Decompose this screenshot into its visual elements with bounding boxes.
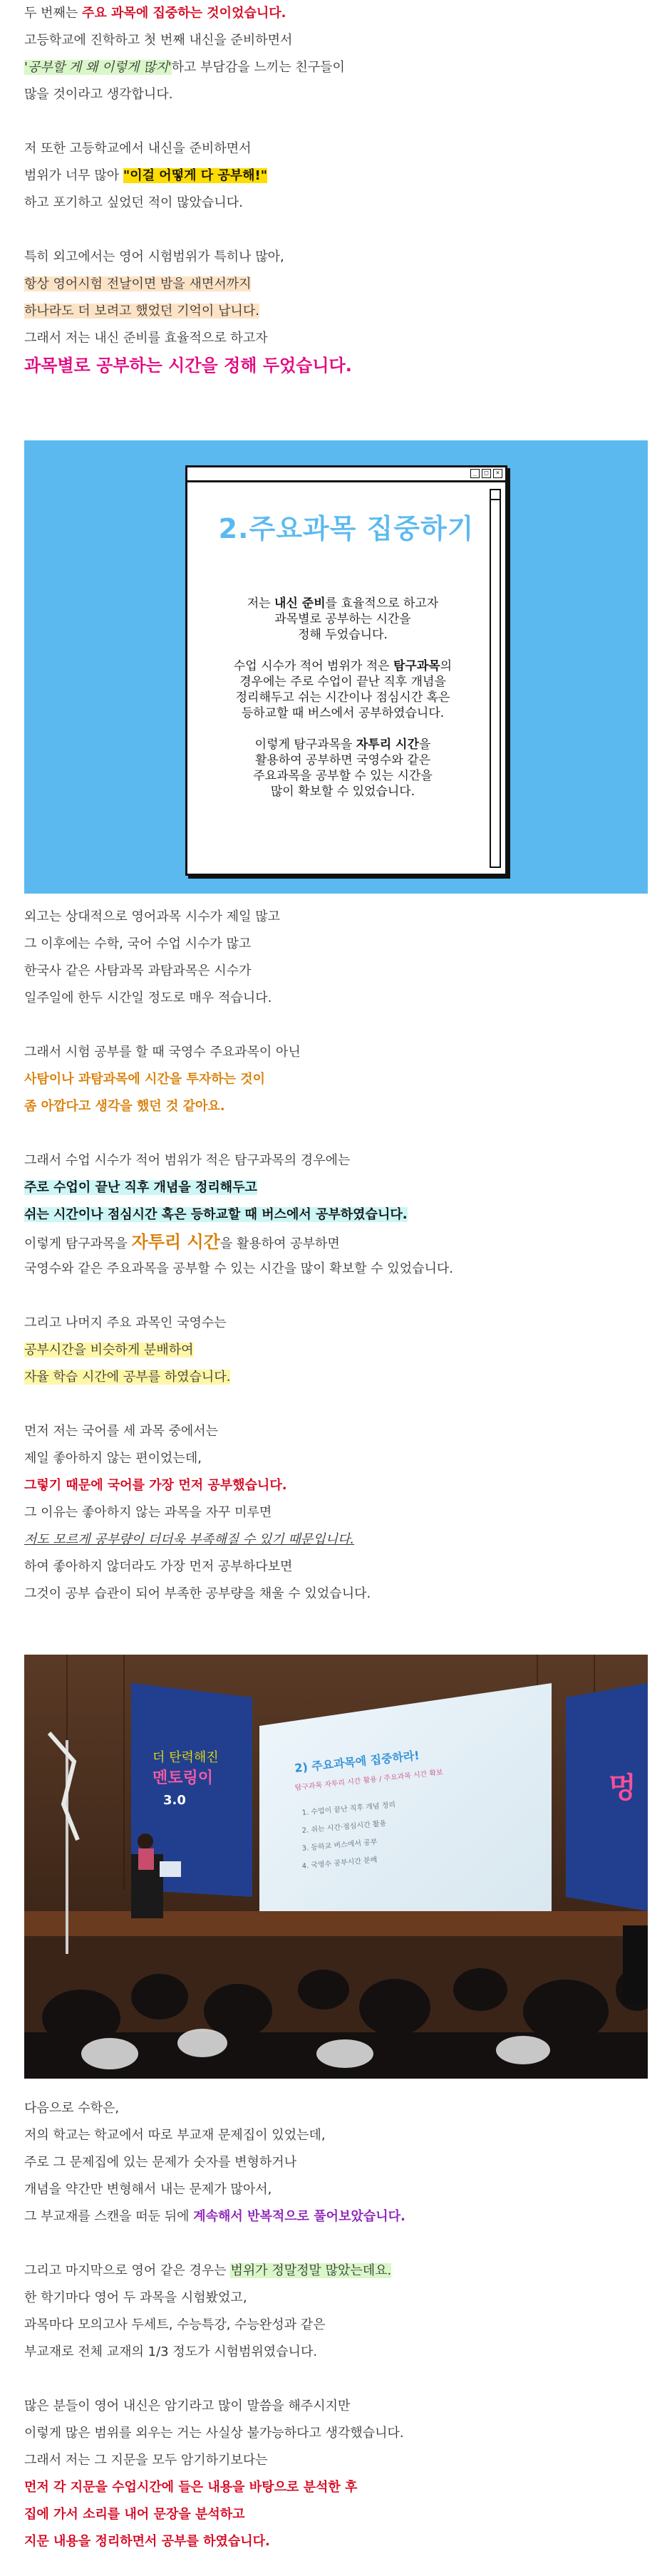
- text-segment: 그래서 수업 시수가 적어 범위가 적은 탐구과목의 경우에는: [24, 1153, 351, 1168]
- text-segment: 좀 아깝다고 생각을 했던 것 같아요.: [24, 1099, 225, 1114]
- text-line: [24, 1147, 648, 1174]
- bottom-text-block: [24, 2095, 648, 2555]
- text-line: [24, 2447, 648, 2474]
- svg-text:3.0: 3.0: [163, 1793, 186, 1808]
- infographic-text: 경우에는 주로 수업이 끝난 직후 개념을: [239, 675, 446, 689]
- slide-subtitle: 탐구과목 자투리 시간 활용 / 주요과목 시간 확보: [294, 1769, 444, 1792]
- text-segment: 국영수와 같은 주요과목을 공부할 수 있는 시간을 많이 확보할 수 있었습니다.: [24, 1261, 453, 1276]
- infographic-text: 주요과목을 공부할 수 있는 시간을: [253, 769, 433, 783]
- text-line: [24, 2203, 648, 2230]
- minimize-icon: _: [470, 469, 480, 478]
- text-line: [24, 1445, 648, 1472]
- text-line: [24, 135, 648, 162]
- text-line: [24, 271, 648, 298]
- svg-text:멍: 멍: [609, 1771, 636, 1804]
- text-line: [24, 108, 648, 135]
- text-line: [24, 2149, 648, 2176]
- text-segment: 과목마다 모의고사 두세트, 수능특강, 수능완성과 같은: [24, 2317, 326, 2332]
- middle-text-block: [24, 904, 648, 1608]
- infographic-text: 과목별로 공부하는 시간을: [274, 612, 411, 626]
- text-line: [24, 325, 648, 352]
- infographic-text: 을: [418, 738, 431, 752]
- text-segment: 그 이유는 좋아하지 않는 과목을 자꾸 미루면: [24, 1505, 272, 1520]
- text-line: [24, 2230, 648, 2257]
- text-line: [24, 1120, 648, 1147]
- text-segment: 하고 부담감을 느끼는 친구들이: [171, 60, 345, 75]
- text-line: [24, 2285, 648, 2312]
- text-segment: 주요 과목에 집중하는 것이었습니다.: [82, 6, 286, 21]
- text-segment: 저도 모르게 공부량이 더더욱 부족해질 수 있기 때문입니다.: [24, 1532, 355, 1547]
- infographic-text: 수업 시수가 적어 범위가 적은: [233, 659, 393, 673]
- infographic-text: 자투리 시간: [356, 738, 419, 752]
- slide-item: 4. 국영수 공부시간 분배: [301, 1856, 378, 1871]
- text-line: [24, 2474, 648, 2501]
- infographic-text: 이렇게 탐구과목을: [254, 738, 356, 752]
- infographic-paragraph: [209, 737, 477, 800]
- text-line: [24, 54, 648, 81]
- text-line: [24, 985, 648, 1012]
- text-segment: 먼저 각 지문을 수업시간에 들은 내용을 바탕으로 분석한 후: [24, 2480, 358, 2495]
- text-line: [24, 2339, 648, 2366]
- text-segment: 그 부교재를 스캔을 떠둔 뒤에: [24, 2209, 194, 2224]
- text-segment: 제일 좋아하지 않는 편이었는데,: [24, 1451, 202, 1466]
- slide-item: 2. 쉬는 시간·점심시간 활용: [301, 1819, 387, 1835]
- text-segment: 항상 영어시험 전날이면 밤을 새면서까지: [24, 276, 252, 291]
- svg-text:멘토링이: 멘토링이: [153, 1769, 214, 1787]
- text-line: [24, 1418, 648, 1445]
- banner-left-text: 더 탄력해진: [153, 1750, 219, 1765]
- text-line: [24, 2122, 648, 2149]
- text-line: [24, 352, 648, 379]
- text-segment: 저의 학교는 학교에서 따로 부교재 문제집이 있었는데,: [24, 2128, 326, 2143]
- text-line: [24, 1256, 648, 1283]
- text-segment: 그렇기 때문에 국어를 가장 먼저 공부했습니다.: [24, 1478, 287, 1493]
- slide-item: 3. 등하교 버스에서 공부: [301, 1838, 378, 1853]
- text-segment: 하여 좋아하지 않더라도 가장 먼저 공부하다보면: [24, 1559, 293, 1574]
- text-segment: 그 이후에는 수학, 국어 수업 시수가 많고: [24, 936, 252, 951]
- text-segment: "이걸 어떻게 다 공부해!": [123, 168, 268, 183]
- infographic-text: 정해 두었습니다.: [298, 628, 388, 642]
- infographic-text: 탐구과목: [393, 659, 440, 673]
- text-segment: 쉬는 시간이나 점심시간 혹은 등하교할 때 버스에서 공부하였습니다.: [24, 1207, 408, 1222]
- text-segment: 한 학기마다 영어 두 과목을 시험봤었고,: [24, 2290, 247, 2305]
- text-line: [24, 27, 648, 54]
- text-line: [24, 2420, 648, 2447]
- infographic-text: 많이 확보할 수 있었습니다.: [270, 785, 415, 799]
- text-line: [24, 931, 648, 958]
- text-line: [24, 904, 648, 931]
- text-segment: 범위가 정말정말 많았는데요.: [230, 2263, 392, 2278]
- text-line: [24, 2095, 648, 2122]
- text-line: [24, 1201, 648, 1228]
- text-line: [24, 217, 648, 244]
- text-line: [24, 1012, 648, 1039]
- infographic-text: 저는: [247, 596, 275, 611]
- text-segment: 특히 외고에서는 영어 시험범위가 특히나 많아,: [24, 249, 284, 264]
- infographic-text: 의: [440, 659, 453, 673]
- text-line: [24, 2528, 648, 2555]
- text-line: [24, 162, 648, 190]
- infographic-body: [209, 596, 477, 800]
- text-segment: 많은 분들이 영어 내신은 암기라고 많이 말씀을 해주시지만: [24, 2399, 351, 2414]
- text-line: [24, 2257, 648, 2285]
- text-segment: 그래서 저는 그 지문을 모두 암기하기보다는: [24, 2453, 268, 2468]
- infographic-text: 활용하여 공부하면 국영수와 같은: [254, 753, 431, 767]
- text-segment: 그리고 마지막으로 영어 같은 경우는: [24, 2263, 231, 2278]
- text-line: [24, 1228, 648, 1256]
- text-segment: 하나라도 더 보려고 했었던 기억이 납니다.: [24, 304, 259, 319]
- infographic-text: 등하교할 때 버스에서 공부하였습니다.: [241, 706, 445, 720]
- text-line: [24, 2393, 648, 2420]
- text-segment: 주로 그 문제집에 있는 문제가 숫자를 변형하거나: [24, 2155, 297, 2170]
- text-segment: 외고는 상대적으로 영어과목 시수가 제일 많고: [24, 909, 280, 924]
- retro-window: [185, 465, 507, 876]
- text-line: [24, 2176, 648, 2203]
- text-line: [24, 1364, 648, 1391]
- text-segment: 그래서 저는 내신 준비를 효율적으로 하고자: [24, 331, 268, 346]
- text-segment: 계속해서 반복적으로 풀어보았습니다.: [193, 2209, 405, 2224]
- text-segment: 부교재로 전체 교재의 1/3 정도가 시험범위였습니다.: [24, 2344, 318, 2359]
- text-segment: 많을 것이라고 생각합니다.: [24, 87, 173, 102]
- text-segment: 사탐이나 과탐과목에 시간을 투자하는 것이: [24, 1072, 266, 1087]
- text-line: [24, 1066, 648, 1093]
- text-line: [24, 1174, 648, 1201]
- infographic-text: 정리해두고 쉬는 시간이나 점심시간 혹은: [235, 690, 450, 705]
- text-line: [24, 1472, 648, 1499]
- infographic-title: 2.주요과목 집중하기: [218, 513, 475, 544]
- text-line: [24, 1093, 648, 1120]
- text-line: [24, 244, 648, 271]
- text-segment: 일주일에 한두 시간일 정도로 매우 적습니다.: [24, 990, 272, 1005]
- text-segment: 다음으로 수학은,: [24, 2101, 120, 2116]
- text-segment: 과목별로 공부하는 시간을 정해 두었습니다.: [24, 356, 352, 376]
- infographic-paragraph: [209, 658, 477, 721]
- text-segment: 범위가 너무 많아: [24, 168, 123, 183]
- infographic-text: 를 효율적으로 하고자: [325, 596, 439, 611]
- maximize-icon: □: [482, 469, 491, 478]
- text-segment: 그래서 시험 공부를 할 때 국영수 주요과목이 아닌: [24, 1045, 301, 1060]
- infographic-paragraph: [209, 596, 477, 643]
- text-line: [24, 1391, 648, 1418]
- text-segment: 이렇게 탐구과목을: [24, 1236, 132, 1251]
- text-segment: 하고 포기하고 싶었던 적이 많았습니다.: [24, 195, 243, 210]
- text-segment: 한국사 같은 사탐과목 과탐과목은 시수가: [24, 963, 252, 978]
- text-line: [24, 958, 648, 985]
- infographic-text: 내신 준비: [274, 596, 326, 611]
- text-line: [24, 2501, 648, 2528]
- text-segment: 자투리 시간: [131, 1232, 220, 1252]
- text-segment: 공부시간을 비슷하게 분배하여: [24, 1343, 194, 1357]
- text-segment: 저 또한 고등학교에서 내신을 준비하면서: [24, 141, 252, 156]
- text-segment: 주로 수업이 끝난 직후 개념을 정리해두고: [24, 1180, 257, 1195]
- text-segment: 고등학교에 진학하고 첫 번째 내신을 준비하면서: [24, 33, 293, 48]
- text-line: [24, 298, 648, 325]
- window-title-bar: [187, 467, 505, 482]
- text-line: [24, 1310, 648, 1337]
- text-segment: 자율 학습 시간에 공부를 하였습니다.: [24, 1370, 231, 1385]
- slide-title: 2) 주요과목에 집중하라!: [294, 1748, 420, 1775]
- text-line: [24, 1337, 648, 1364]
- text-segment: 그리고 나머지 주요 과목인 국영수는: [24, 1315, 227, 1330]
- text-line: [24, 2366, 648, 2393]
- text-segment: '공부할 게 왜 이렇게 많지': [24, 60, 172, 75]
- close-icon: ×: [493, 469, 502, 478]
- window-scrollbar: [490, 489, 501, 868]
- text-segment: 두 번째는: [24, 6, 82, 21]
- text-segment: 집에 가서 소리를 내어 문장을 분석하고: [24, 2507, 245, 2522]
- text-line: [24, 1499, 648, 1526]
- infographic-panel: [24, 440, 648, 894]
- slide-item: 1. 수업이 끝난 직후 개념 정리: [301, 1801, 396, 1817]
- text-line: [24, 0, 648, 27]
- text-segment: 을 활용하여 공부하면: [219, 1236, 340, 1251]
- text-segment: 개념을 약간만 변형해서 내는 문제가 많아서,: [24, 2182, 272, 2197]
- lecture-photo: [24, 1655, 648, 2079]
- intro-text-block: [24, 0, 648, 379]
- text-line: [24, 2312, 648, 2339]
- text-line: [24, 1581, 648, 1608]
- text-segment: 지문 내용을 정리하면서 공부를 하였습니다.: [24, 2534, 270, 2549]
- text-line: [24, 190, 648, 217]
- text-segment: 그것이 공부 습관이 되어 부족한 공부량을 채울 수 있었습니다.: [24, 1586, 371, 1601]
- text-line: [24, 1553, 648, 1581]
- text-line: [24, 1526, 648, 1553]
- text-line: [24, 1039, 648, 1066]
- text-segment: 이렇게 많은 범위를 외우는 거는 사실상 불가능하다고 생각했습니다.: [24, 2426, 404, 2441]
- text-segment: 먼저 저는 국어를 세 과목 중에서는: [24, 1424, 219, 1439]
- text-line: [24, 81, 648, 108]
- text-line: [24, 1283, 648, 1310]
